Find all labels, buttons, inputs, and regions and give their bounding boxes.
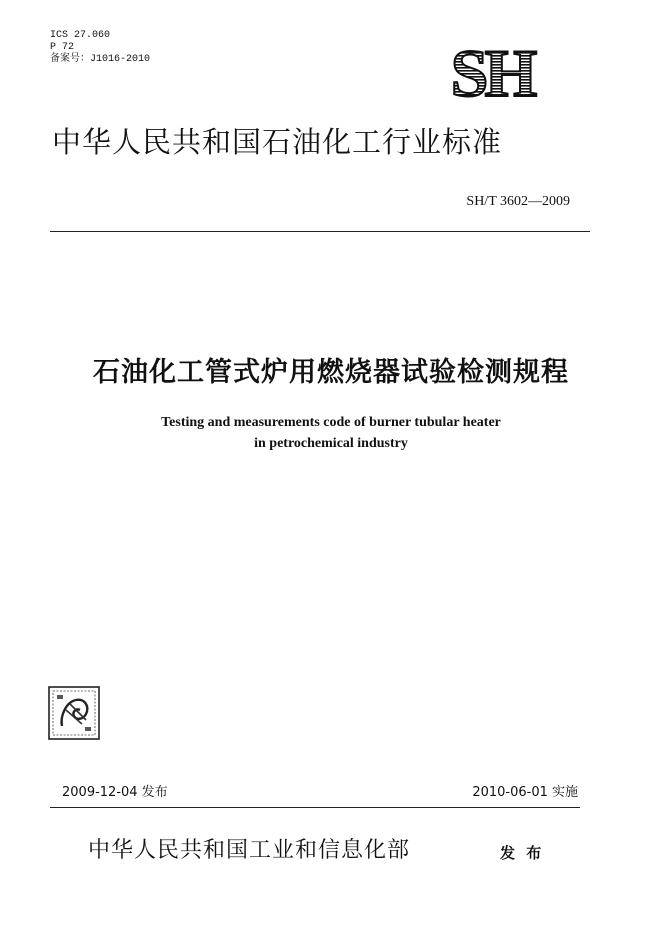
industry-standard-heading: 中华人民共和国石油化工行业标准 — [52, 125, 503, 159]
ics-code: ICS 27.060 — [50, 30, 111, 41]
logo-text: SH — [450, 40, 534, 102]
record-number: 备案号：J1016-2010 — [50, 54, 151, 65]
issue-date: 2009-12-04 发布 — [62, 785, 168, 800]
publisher-name: 中华人民共和国工业和信息化部 — [88, 838, 411, 863]
sh-logo — [424, 40, 560, 102]
publish-label: 发 布 — [500, 844, 545, 862]
classification-code: P 72 — [50, 42, 75, 53]
top-divider — [50, 231, 590, 232]
title-chinese: 石油化工管式炉用燃烧器试验检测规程 — [93, 357, 569, 388]
publisher-seal-stamp — [48, 686, 100, 740]
title-english-line-2: in petrochemical industry — [254, 436, 408, 451]
implementation-date: 2010-06-01 实施 — [472, 785, 578, 800]
title-english-line-1: Testing and measurements code of burner tubular heater — [161, 415, 501, 430]
document-metadata — [50, 30, 150, 66]
standard-code: SH/T 3602—2009 — [466, 194, 570, 209]
title-english — [0, 412, 662, 454]
bottom-divider — [50, 807, 580, 808]
